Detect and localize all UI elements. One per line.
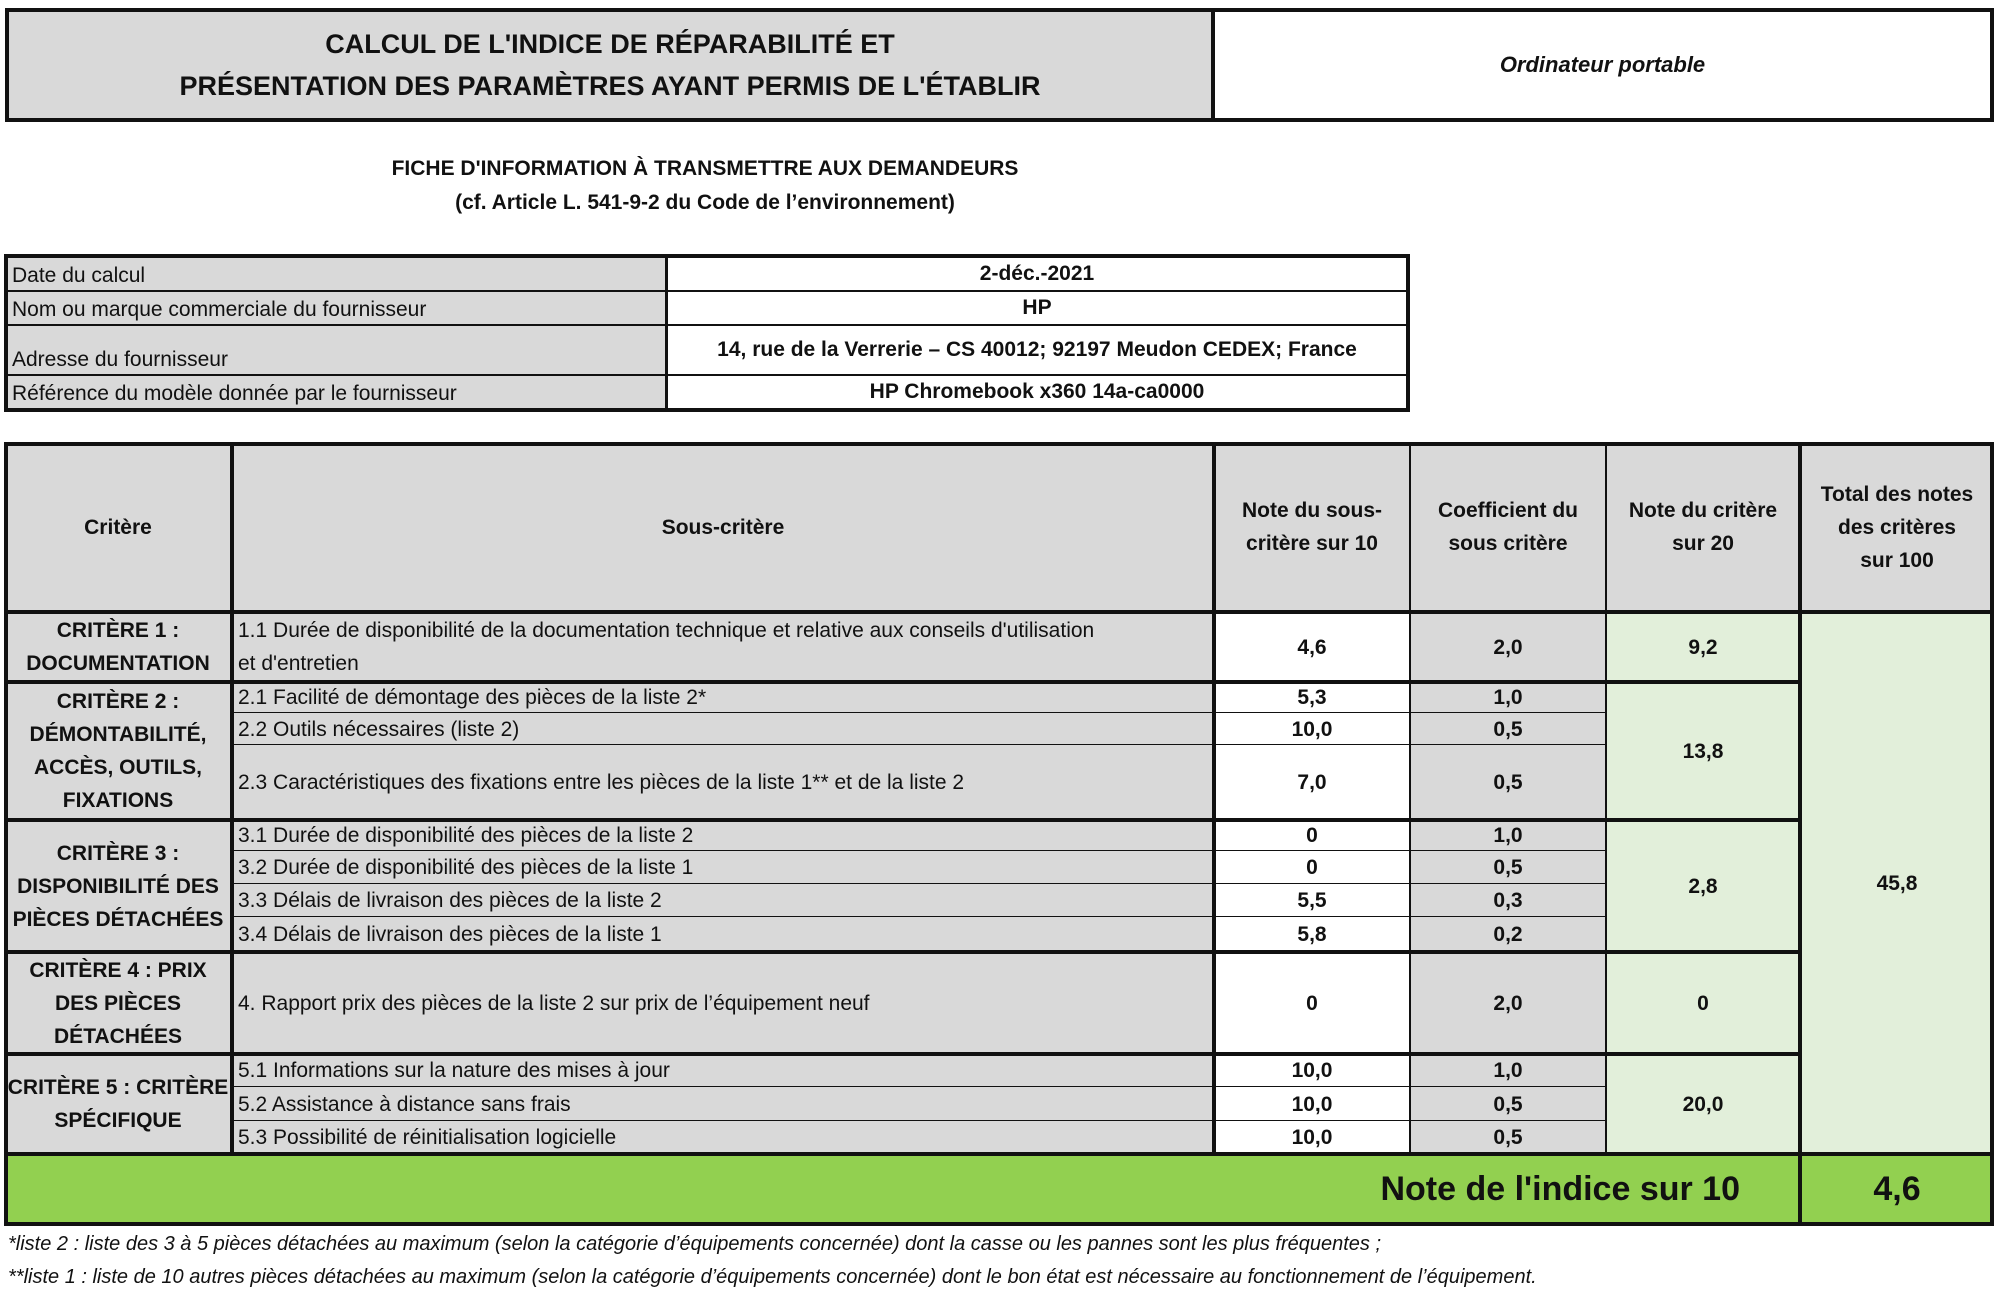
row-sep (232, 1086, 1606, 1087)
total-score: 45,8 (1800, 612, 1994, 1154)
criterion-2-line-3: ACCÈS, OUTILS, (33, 756, 202, 779)
subcriterion-1-1-line-2: et d'entretien (238, 652, 359, 675)
index-label: Note de l'indice sur 10 (4, 1154, 1800, 1224)
coef-3-2: 0,5 (1410, 851, 1606, 884)
subcriterion-4: 4. Rapport prix des pièces de la liste 2 sur prix de l’équipement neuf (232, 952, 1214, 1054)
info-value-model: HP Chromebook x360 14a-ca0000 (668, 376, 1406, 408)
criterion-1-line-1: CRITÈRE 1 : (56, 619, 180, 642)
coef-3-4: 0,2 (1410, 917, 1606, 952)
note-4: 0 (1214, 952, 1410, 1054)
grid-border-header (4, 610, 1994, 614)
header-sous-critere: Sous-critère (232, 442, 1214, 612)
info-label-model: Référence du modèle donnée par le fournisseur (8, 376, 668, 408)
criterion-3-line-3: PIÈCES DÉTACHÉES (12, 907, 224, 931)
header-note-crit-l1: Note du critère (1628, 499, 1778, 522)
subcriterion-5-2: 5.2 Assistance à distance sans frais (232, 1087, 1214, 1121)
header-note-sous-l1: Note du sous- (1242, 499, 1382, 522)
header-total (1800, 442, 1994, 612)
grid-border-left (4, 442, 8, 1226)
criterion-4-line-1: CRITÈRE 4 : PRIX (29, 958, 207, 982)
row-sep (232, 850, 1606, 851)
row-sep (232, 916, 1606, 917)
subcriterion-3-1: 3.1 Durée de disponibilité des pièces de la liste 2 (232, 820, 1214, 851)
info-value-brand: HP (668, 292, 1406, 326)
score-criterion-1: 9,2 (1606, 612, 1800, 682)
title-line-1: CALCUL DE L'INDICE DE RÉPARABILITÉ ET (325, 29, 895, 59)
col-sep (1212, 442, 1216, 1154)
coef-2-3: 0,5 (1410, 745, 1606, 820)
criterion-3-line-2: DISPONIBILITÉ DES (17, 874, 219, 898)
subcriterion-1-1-line-1: 1.1 Durée de disponibilité de la documentation technique et relative aux conseils d'utilisation (238, 619, 1095, 642)
row-sep (232, 712, 1606, 713)
score-criterion-2: 13,8 (1606, 682, 1800, 820)
coef-3-3: 0,3 (1410, 884, 1606, 917)
score-criterion-5: 20,0 (1606, 1054, 1800, 1154)
grid-border-c5 (4, 1152, 1994, 1156)
header-coefficient (1410, 442, 1606, 612)
grid-border-c1 (4, 680, 1800, 684)
criterion-3-label (4, 820, 232, 952)
header-note-sous-critere (1214, 442, 1410, 612)
header-coef-l2: sous critère (1448, 532, 1568, 555)
criterion-5-line-2: SPÉCIFIQUE (54, 1109, 182, 1132)
header-total-l3: sur 100 (1860, 548, 1934, 572)
grid-border-top (4, 442, 1994, 446)
criterion-5-line-1: CRITÈRE 5 : CRITÈRE (7, 1076, 229, 1099)
subcriterion-2-1: 2.1 Facilité de démontage des pièces de la liste 2* (232, 682, 1214, 713)
note-5-2: 10,0 (1214, 1087, 1410, 1121)
info-value-date: 2-déc.-2021 (668, 258, 1406, 292)
subcriterion-5-1: 5.1 Informations sur la nature des mises à jour (232, 1054, 1214, 1087)
note-3-2: 0 (1214, 851, 1410, 884)
score-criterion-3: 2,8 (1606, 820, 1800, 952)
footnotes (8, 1228, 1988, 1291)
sheet-line-1: FICHE D'INFORMATION À TRANSMETTRE AUX DEMANDEURS (391, 157, 1019, 180)
info-value-address: 14, rue de la Verrerie – CS 40012; 92197 Meudon CEDEX; France (668, 326, 1406, 376)
grid-border-c4 (4, 1052, 1800, 1056)
header-note-critere (1606, 442, 1800, 612)
header-critere: Critère (4, 442, 232, 612)
note-5-3: 10,0 (1214, 1121, 1410, 1154)
criterion-4-label (4, 952, 232, 1054)
criterion-1-label (4, 612, 232, 682)
grid-border-bottom (4, 1222, 1994, 1226)
info-label-address: Adresse du fournisseur (8, 326, 668, 376)
row-sep (232, 883, 1606, 884)
header-note-crit-l2: sur 20 (1672, 532, 1734, 555)
criterion-2-label (4, 682, 232, 820)
criterion-2-line-1: CRITÈRE 2 : (56, 690, 180, 713)
note-3-1: 0 (1214, 820, 1410, 851)
coef-3-1: 1,0 (1410, 820, 1606, 851)
coef-5-1: 1,0 (1410, 1054, 1606, 1087)
col-sep (1605, 442, 1607, 1154)
note-3-4: 5,8 (1214, 917, 1410, 952)
header-coef-l1: Coefficient du (1438, 499, 1578, 522)
criterion-2-line-2: DÉMONTABILITÉ, (29, 723, 207, 746)
row-sep (232, 1120, 1606, 1121)
subcriterion-3-3: 3.3 Délais de livraison des pièces de la liste 2 (232, 884, 1214, 917)
criterion-5-label (4, 1054, 232, 1154)
note-1-1: 4,6 (1214, 612, 1410, 682)
criterion-4-line-3: DÉTACHÉES (54, 1024, 182, 1048)
row-sep (232, 744, 1606, 745)
coef-1-1: 2,0 (1410, 612, 1606, 682)
footnote-1: *liste 2 : liste des 3 à 5 pièces détachées au maximum (selon la catégorie d’équipements concernée) dont la casse ou les pannes sont les plus fréquentes ; (8, 1233, 1382, 1255)
sheet-subtitle (0, 152, 1410, 220)
col-sep (230, 442, 234, 1154)
sheet-line-2: (cf. Article L. 541-9-2 du Code de l’environnement) (455, 191, 955, 214)
coef-5-3: 0,5 (1410, 1121, 1606, 1154)
info-label-date: Date du calcul (8, 258, 668, 292)
note-2-1: 5,3 (1214, 682, 1410, 713)
note-2-2: 10,0 (1214, 713, 1410, 745)
subcriterion-5-3: 5.3 Possibilité de réinitialisation logicielle (232, 1121, 1214, 1154)
subcriterion-3-4: 3.4 Délais de livraison des pièces de la liste 1 (232, 917, 1214, 952)
header-note-sous-l2: critère sur 10 (1246, 532, 1378, 555)
col-sep (1798, 442, 1802, 1226)
coef-2-2: 0,5 (1410, 713, 1606, 745)
coef-4: 2,0 (1410, 952, 1606, 1054)
product-type: Ordinateur portable (1213, 8, 1994, 122)
info-label-brand: Nom ou marque commerciale du fournisseur (8, 292, 668, 326)
document-title (5, 8, 1213, 122)
coef-2-1: 1,0 (1410, 682, 1606, 713)
grid-border-c3 (4, 950, 1800, 954)
grid-border-right (1990, 442, 1994, 1226)
subcriterion-1-1 (232, 612, 1214, 682)
coef-5-2: 0,5 (1410, 1087, 1606, 1121)
col-sep (1409, 442, 1411, 1154)
index-value: 4,6 (1800, 1154, 1994, 1224)
criterion-2-line-4: FIXATIONS (62, 789, 174, 812)
subcriterion-2-2: 2.2 Outils nécessaires (liste 2) (232, 713, 1214, 745)
subcriterion-3-2: 3.2 Durée de disponibilité des pièces de la liste 1 (232, 851, 1214, 884)
note-3-3: 5,5 (1214, 884, 1410, 917)
note-2-3: 7,0 (1214, 745, 1410, 820)
header-total-l2: des critères (1838, 515, 1956, 539)
criterion-1-line-2: DOCUMENTATION (26, 652, 210, 675)
supplier-info-table (4, 254, 1410, 412)
criterion-4-line-2: DES PIÈCES (54, 991, 182, 1015)
repairability-grid (4, 442, 1994, 1228)
score-criterion-4: 0 (1606, 952, 1800, 1054)
criterion-3-line-1: CRITÈRE 3 : (56, 841, 180, 865)
footnote-2: **liste 1 : liste de 10 autres pièces détachées au maximum (selon la catégorie d’équipements concernée) dont le bon état est nécessaire au fonctionnement de l’équipement. (8, 1266, 1537, 1288)
note-5-1: 10,0 (1214, 1054, 1410, 1087)
header-total-l1: Total des notes (1820, 482, 1974, 506)
subcriterion-2-3: 2.3 Caractéristiques des fixations entre les pièces de la liste 1** et de la liste 2 (232, 745, 1214, 820)
title-line-2: PRÉSENTATION DES PARAMÈTRES AYANT PERMIS DE L'ÉTABLIR (179, 71, 1041, 101)
grid-border-c2 (4, 818, 1800, 822)
